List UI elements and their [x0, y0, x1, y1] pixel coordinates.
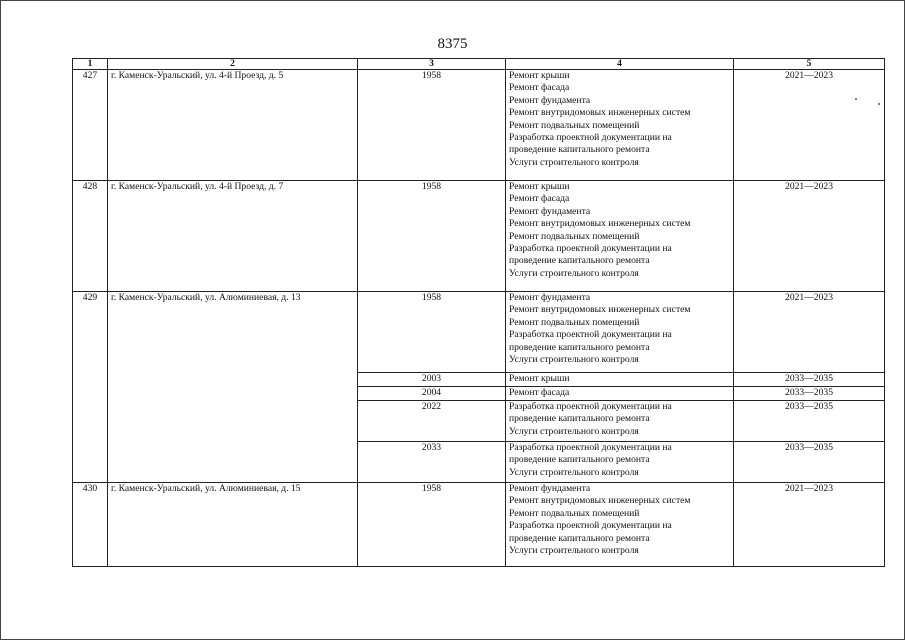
- period-cell: 2033—2035: [734, 373, 885, 387]
- works-cell: [506, 401, 734, 442]
- year-cell: 2033: [358, 442, 506, 483]
- work-item: Ремонт внутридомовых инженерных систем: [509, 218, 691, 230]
- table-row: [73, 292, 885, 373]
- works-cell: [506, 387, 734, 401]
- table-row: [73, 181, 885, 292]
- works-cell: [506, 373, 734, 387]
- works-cell: [506, 292, 734, 373]
- work-item: Разработка проектной документации на: [509, 243, 672, 255]
- work-item: Услуги строительного контроля: [509, 267, 639, 279]
- work-item: Ремонт фундамента: [509, 483, 591, 494]
- work-item: проведение капитального ремонта: [509, 413, 650, 425]
- year-cell: 2003: [358, 373, 506, 387]
- column-header: 2: [108, 59, 358, 70]
- works-cell: [506, 483, 734, 567]
- work-item: Разработка проектной документации на: [509, 442, 672, 453]
- work-item: Ремонт фундамента: [509, 292, 591, 303]
- period-cell: 2033—2035: [734, 401, 885, 442]
- column-header: 1: [73, 59, 108, 70]
- work-item: проведение капитального ремонта: [509, 255, 650, 267]
- work-item: проведение капитального ремонта: [509, 532, 650, 544]
- work-item: Ремонт фасада: [509, 82, 570, 94]
- work-item: Разработка проектной документации на: [509, 520, 672, 532]
- year-cell: 2004: [358, 387, 506, 401]
- work-item: Услуги строительного контроля: [509, 425, 639, 437]
- row-number: 430: [73, 483, 108, 567]
- year-cell: 1958: [358, 292, 506, 373]
- period-cell: 2021—2023: [734, 70, 885, 181]
- works-cell: [506, 181, 734, 292]
- year-cell: 1958: [358, 70, 506, 181]
- page-number: 8375: [437, 36, 468, 52]
- address-cell: г. Каменск-Уральский, ул. 4-й Проезд, д. 5: [108, 70, 358, 181]
- work-item: Ремонт внутридомовых инженерных систем: [509, 107, 691, 119]
- work-item: Ремонт фасада: [509, 387, 570, 398]
- work-item: Ремонт подвальных помещений: [509, 119, 640, 131]
- work-item: Ремонт подвальных помещений: [509, 507, 640, 519]
- table-header-row: [73, 59, 885, 70]
- work-item: Услуги строительного контроля: [509, 354, 639, 366]
- work-item: Услуги строительного контроля: [509, 156, 639, 168]
- column-header: 5: [734, 59, 885, 70]
- work-item: проведение капитального ремонта: [509, 454, 650, 466]
- work-item: Ремонт внутридомовых инженерных систем: [509, 304, 691, 316]
- column-header: 4: [506, 59, 734, 70]
- column-header: 3: [358, 59, 506, 70]
- address-cell: г. Каменск-Уральский, ул. 4-й Проезд, д. 7: [108, 181, 358, 292]
- year-cell: 1958: [358, 483, 506, 567]
- work-item: Ремонт подвальных помещений: [509, 230, 640, 242]
- work-item: Разработка проектной документации на: [509, 132, 672, 144]
- work-item: проведение капитального ремонта: [509, 341, 650, 353]
- work-item: Ремонт внутридомовых инженерных систем: [509, 495, 691, 507]
- period-cell: 2021—2023: [734, 292, 885, 373]
- work-item: Разработка проектной документации на: [509, 401, 672, 412]
- work-item: Разработка проектной документации на: [509, 329, 672, 341]
- work-item: Ремонт подвальных помещений: [509, 316, 640, 328]
- work-item: Ремонт фасада: [509, 193, 570, 205]
- work-item: проведение капитального ремонта: [509, 144, 650, 156]
- work-item: Ремонт фундамента: [509, 94, 591, 106]
- period-cell: 2021—2023: [734, 181, 885, 292]
- works-cell: [506, 70, 734, 181]
- period-cell: 2021—2023: [734, 483, 885, 567]
- work-item: Ремонт крыши: [509, 373, 570, 384]
- year-cell: 1958: [358, 181, 506, 292]
- capital-repair-table: [72, 58, 885, 567]
- row-number: 429: [73, 292, 108, 483]
- work-item: Ремонт крыши: [509, 70, 570, 81]
- period-cell: 2033—2035: [734, 442, 885, 483]
- work-item: Услуги строительного контроля: [509, 545, 639, 557]
- year-cell: 2022: [358, 401, 506, 442]
- work-item: Ремонт фундамента: [509, 205, 591, 217]
- work-item: Ремонт крыши: [509, 181, 570, 192]
- row-number: 427: [73, 70, 108, 181]
- period-cell: 2033—2035: [734, 387, 885, 401]
- address-cell: г. Каменск-Уральский, ул. Алюминиевая, д. 13: [108, 292, 358, 483]
- works-cell: [506, 442, 734, 483]
- address-cell: г. Каменск-Уральский, ул. Алюминиевая, д. 15: [108, 483, 358, 567]
- work-item: Услуги строительного контроля: [509, 466, 639, 478]
- row-number: 428: [73, 181, 108, 292]
- table-row: [73, 483, 885, 567]
- table-row: [73, 70, 885, 181]
